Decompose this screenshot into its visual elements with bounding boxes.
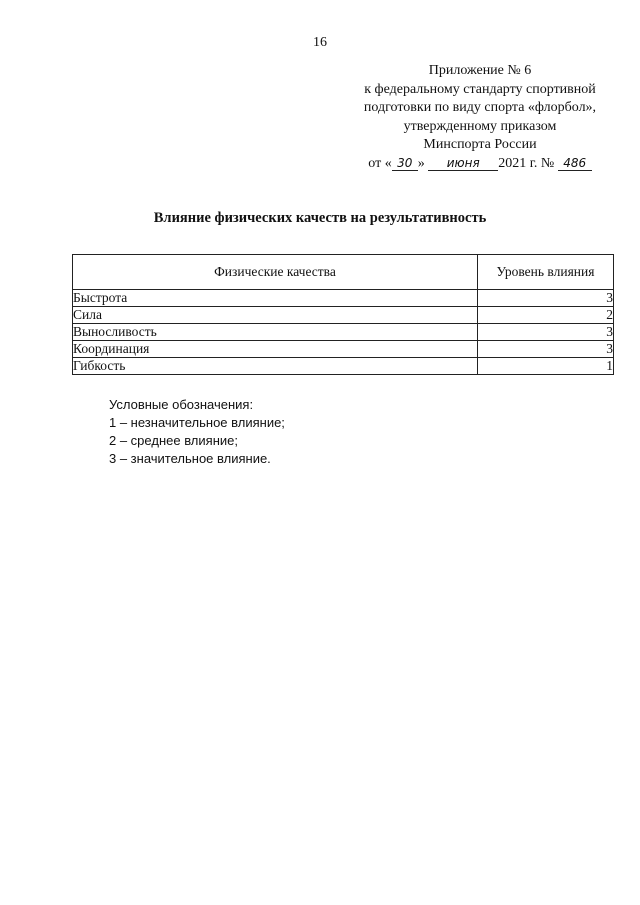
- appendix-header: [350, 62, 610, 173]
- order-day: 30: [392, 156, 418, 171]
- legend-item: 3 – значительное влияние.: [109, 451, 271, 466]
- legend-title: Условные обозначения:: [109, 397, 254, 412]
- table-row: [73, 341, 614, 358]
- order-line: [350, 155, 610, 174]
- order-prefix: от «: [368, 155, 392, 171]
- legend-item: 2 – среднее влияние;: [109, 433, 238, 448]
- level-cell: 3: [478, 290, 614, 307]
- appendix-line: Приложение № 6: [428, 63, 532, 78]
- appendix-line: утвержденному приказом: [403, 118, 557, 134]
- level-cell: 1: [478, 358, 614, 375]
- level-cell: 2: [478, 307, 614, 324]
- legend: [109, 396, 285, 468]
- order-number: 486: [558, 156, 592, 171]
- appendix-line: подготовки по виду спорта «флорбол»,: [363, 100, 597, 115]
- quality-cell: Гибкость: [73, 358, 478, 375]
- order-mid: »: [417, 155, 425, 171]
- order-year-text: 2021 г. №: [498, 155, 555, 171]
- quality-cell: Быстрота: [73, 290, 478, 307]
- header-quality: Физические качества: [73, 255, 478, 290]
- table-row: [73, 358, 614, 375]
- table-row: [73, 290, 614, 307]
- level-cell: 3: [478, 341, 614, 358]
- quality-cell: Сила: [73, 307, 478, 324]
- appendix-line: к федеральному стандарту спортивной: [364, 81, 596, 97]
- influence-table: [72, 254, 614, 375]
- table-row: [73, 324, 614, 341]
- level-cell: 3: [478, 324, 614, 341]
- quality-cell: Координация: [73, 341, 478, 358]
- header-level: Уровень влияния: [478, 255, 614, 290]
- page-number: 16: [313, 35, 327, 50]
- appendix-line: Минспорта России: [423, 137, 537, 152]
- quality-cell: Выносливость: [73, 324, 478, 341]
- order-month: июня: [428, 156, 498, 171]
- table-row: [73, 307, 614, 324]
- legend-item: 1 – незначительное влияние;: [109, 415, 285, 430]
- document-title: Влияние физических качеств на результативность: [153, 210, 487, 226]
- table-header-row: [73, 255, 614, 290]
